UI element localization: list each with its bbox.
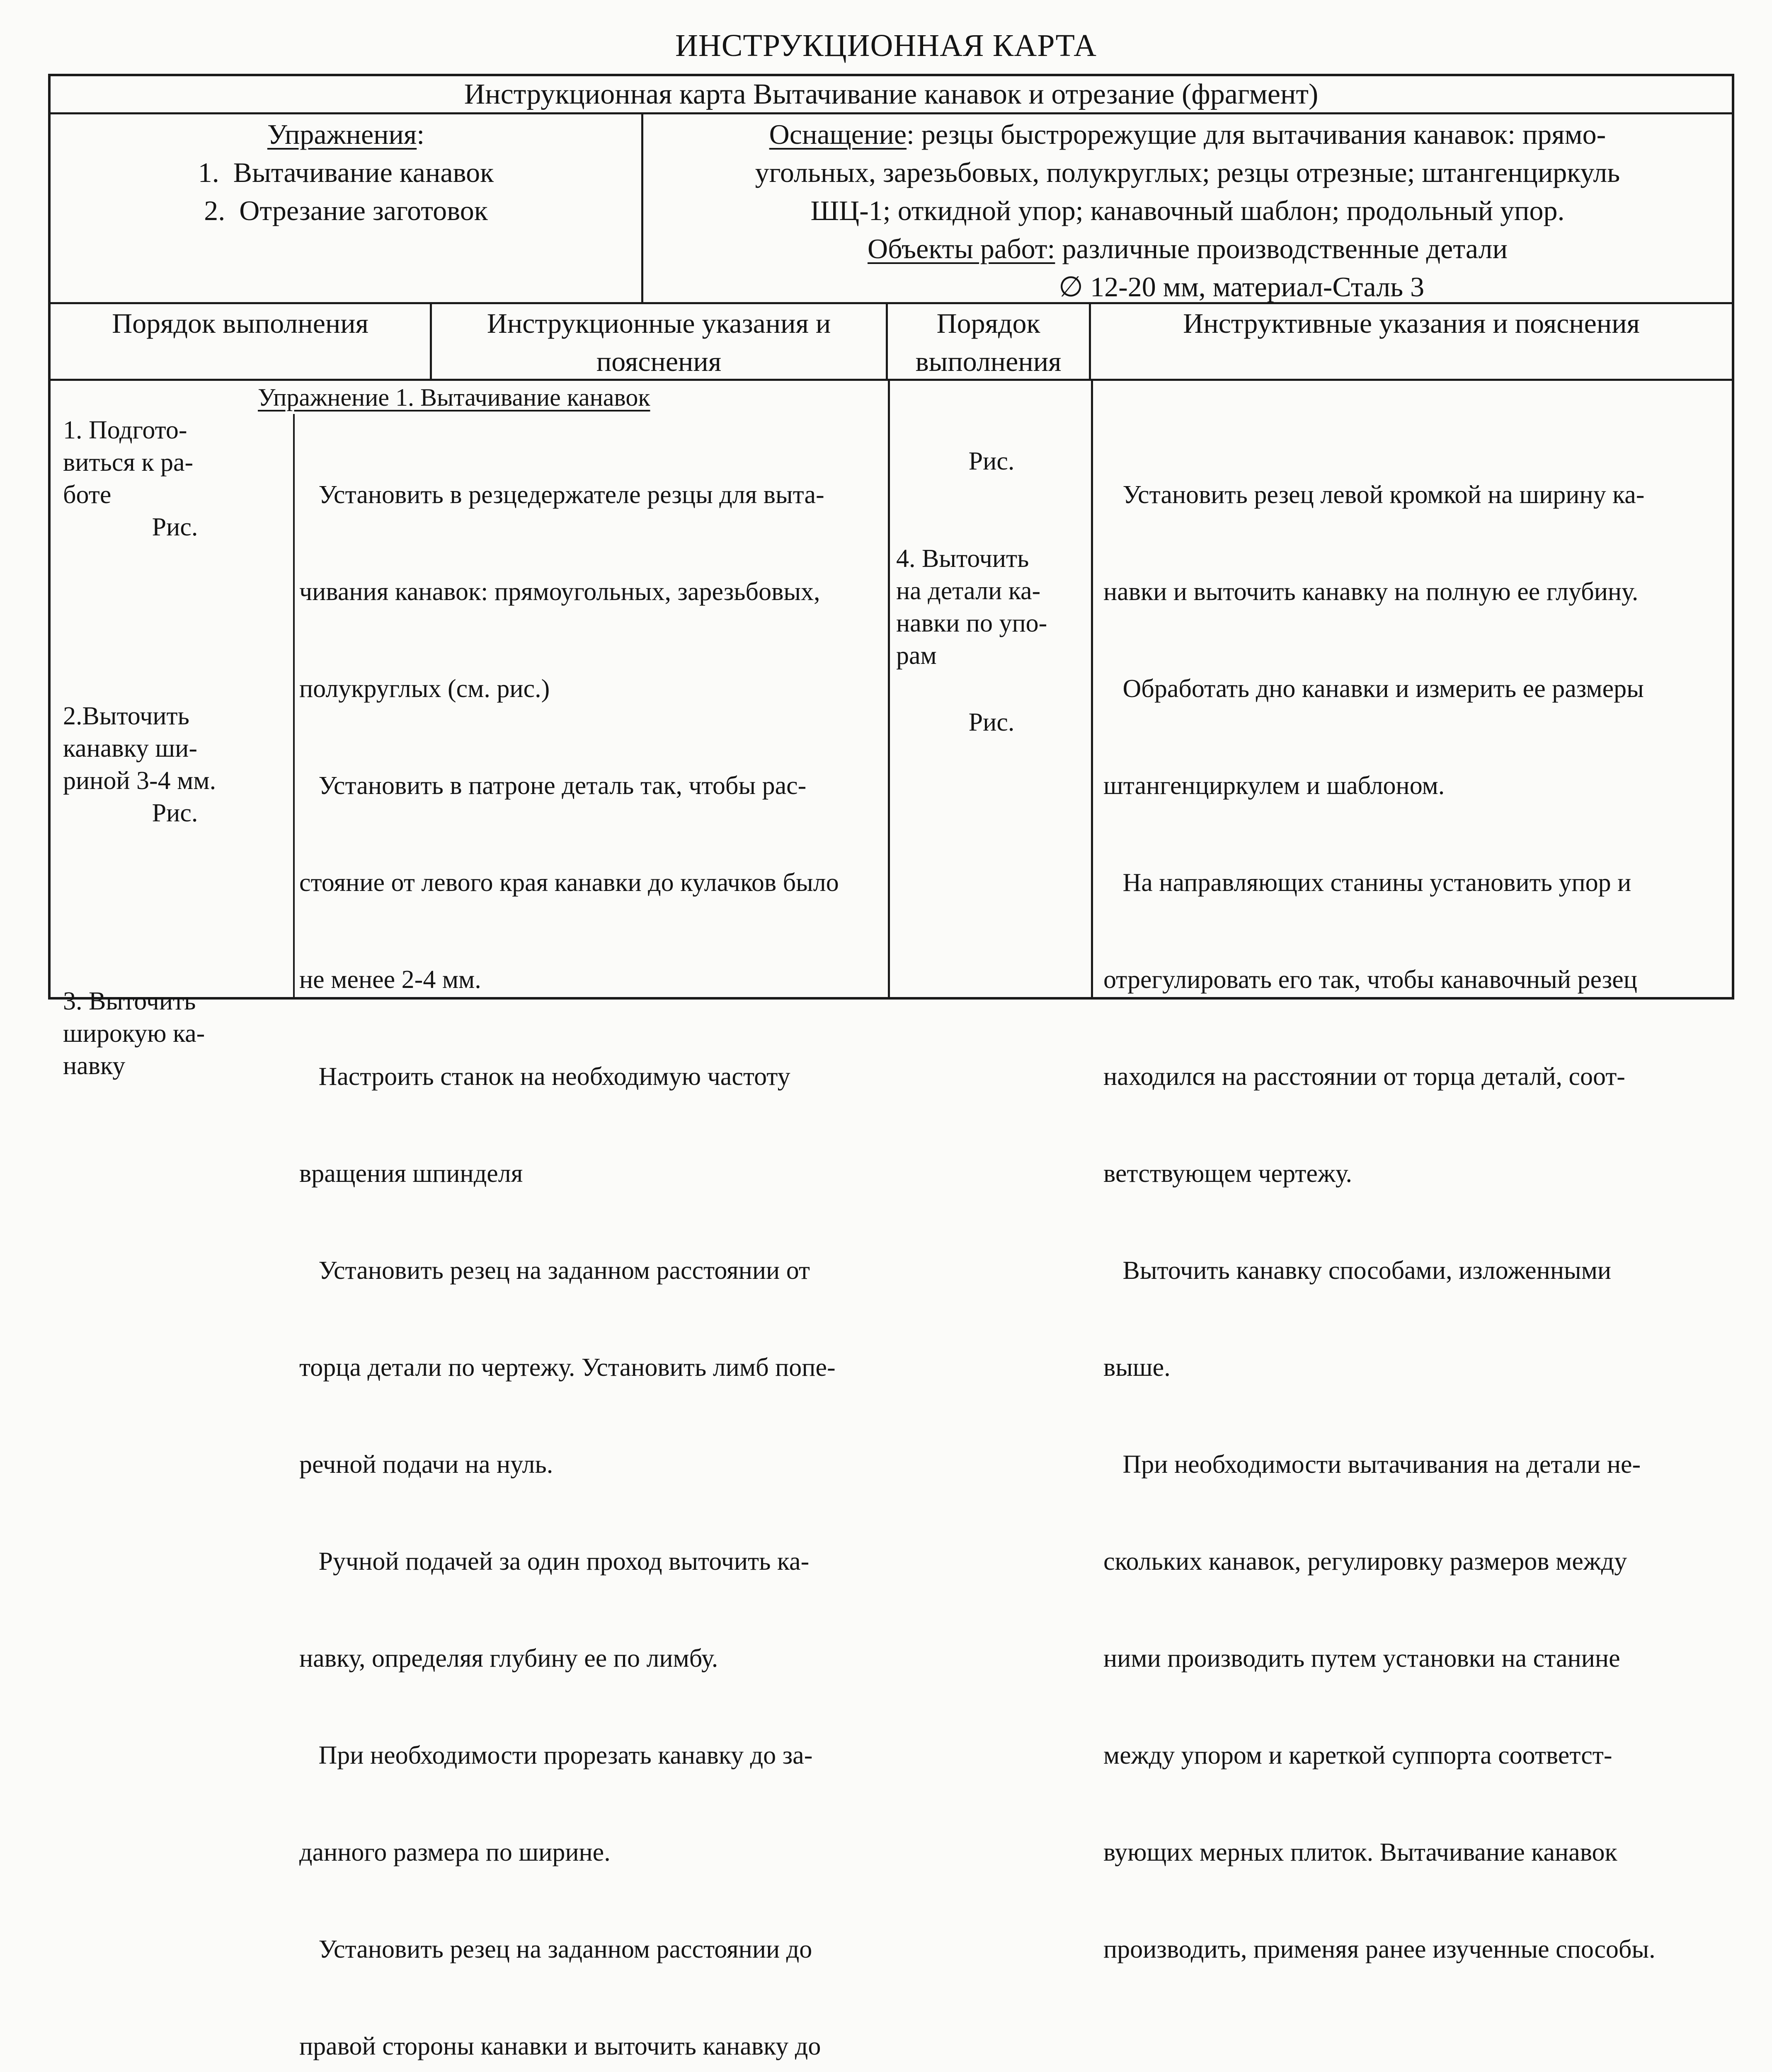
- instr-right-line: между упором и кареткой суппорта соответст-: [1103, 1741, 1612, 1769]
- step-right-figure-2: Рис.: [968, 708, 1015, 736]
- instr-left-line: При необходимости прорезать канавку до за-: [299, 1741, 813, 1769]
- exercises-list: [51, 153, 641, 230]
- card-top-row: [51, 114, 1732, 304]
- exercises-heading: [51, 115, 641, 153]
- step-4-line-2: на детали ка-: [896, 577, 1041, 605]
- objects-line-2: ∅ 12-20 мм, материал-Сталь 3: [1058, 271, 1425, 303]
- instr-left-line: Установить резец на заданном расстоянии до: [299, 1935, 812, 1963]
- instr-right-line: ними производить путем установки на станине: [1103, 1644, 1620, 1673]
- instr-right-line: Установить резец левой кромкой на ширину ка-: [1103, 481, 1645, 509]
- step-1-line-1: 1. Подгото-: [63, 416, 187, 444]
- header-instructions-right-text: Инструктивные указания и пояснения: [1183, 307, 1640, 339]
- instr-left-line: навку, определяя глубину ее по лимбу.: [299, 1644, 718, 1673]
- exercise-item-2: 2. Отрезание заготовок: [204, 195, 488, 226]
- equipment-text-1: : резцы быстрорежущие для вытачивания канавок: прямо-: [907, 119, 1606, 150]
- equipment-line-2: угольных, зарезьбовых, полукруглых; резцы отрезные; штангенциркуль: [755, 157, 1620, 188]
- instr-right-line: Обработать дно канавки и измерить ее размеры: [1103, 675, 1644, 703]
- step-2: [63, 700, 287, 829]
- instr-right-line: отрегулировать его так, чтобы канавочный резец: [1103, 966, 1637, 994]
- step-1-line-3: боте: [63, 481, 112, 509]
- header-order-left-text: Порядок выполнения: [112, 307, 368, 339]
- instr-left-line: речной подачи на нуль.: [299, 1450, 553, 1479]
- exercise-item-1: 1. Вытачивание канавок: [198, 157, 494, 188]
- instr-left-line: Установить в резцедержателе резцы для выта-: [299, 481, 824, 509]
- header-order-right-line1: Порядок: [936, 307, 1040, 339]
- equipment-cell: [643, 114, 1732, 302]
- step-3: [63, 985, 287, 1082]
- instr-right-line: ветствующем чертежу.: [1103, 1159, 1352, 1188]
- header-instructions-left: [432, 304, 888, 379]
- instr-left-line: Ручной подачей за один проход выточить ка-: [299, 1547, 810, 1576]
- exercises-cell: [51, 114, 643, 302]
- column-headers-row: [51, 304, 1732, 381]
- step-3-line-1: 3. Выточить: [63, 987, 196, 1015]
- step-4-line-1: 4. Выточить: [896, 545, 1029, 573]
- step-right-figure-1: Рис.: [968, 447, 1015, 475]
- instr-left-line: Установить резец на заданном расстоянии от: [299, 1256, 810, 1285]
- instr-left-line: вращения шпинделя: [299, 1159, 523, 1188]
- instr-left-line: стояние от левого края канавки до кулачков было: [299, 869, 839, 897]
- step-2-line-3: риной 3-4 мм.: [63, 767, 216, 795]
- body-divider-right: [1091, 381, 1093, 997]
- instr-left-line: чивания канавок: прямоугольных, зарезьбовых,: [299, 578, 820, 606]
- step-4-line-3: навки по упо-: [896, 609, 1047, 637]
- step-1-line-2: виться к ра-: [63, 448, 194, 477]
- instr-right-line: При необходимости вытачивания на детали не-: [1103, 1450, 1641, 1479]
- instr-right-line: находился на расстоянии от торца деталй, соот-: [1103, 1063, 1625, 1091]
- step-4-line-4: рам: [896, 641, 937, 670]
- header-instructions-right: [1091, 304, 1732, 379]
- header-order-right-line2: выполнения: [915, 346, 1062, 377]
- step-2-line-2: канавку ши-: [63, 734, 197, 762]
- instr-right-line: На направляющих станины установить упор и: [1103, 869, 1631, 897]
- instr-left-line: Настроить станок на необходимую частоту: [299, 1063, 790, 1091]
- header-instructions-left-line2: пояснения: [596, 346, 722, 377]
- step-3-line-2: широкую ка-: [63, 1019, 205, 1048]
- step-1-figure-ref: Рис.: [152, 513, 198, 541]
- instr-right-line: выше.: [1103, 1353, 1171, 1382]
- instr-left-line: Установить в патроне деталь так, чтобы рас-: [299, 772, 807, 800]
- instr-right-line: навки и выточить канавку на полную ее глубину.: [1103, 578, 1639, 606]
- equipment-line-3: ШЦ-1; откидной упор; канавочный шаблон; продольный упор.: [810, 195, 1565, 226]
- instr-left-line: полукруглых (см. рис.): [299, 675, 550, 703]
- header-instructions-left-line1: Инструкционные указания и: [487, 307, 831, 339]
- body-divider-left: [293, 414, 295, 997]
- header-order-left: [51, 304, 432, 379]
- card-caption: Инструкционная карта Вытачивание канавок и отрезание (фрагмент): [51, 76, 1732, 114]
- body-divider-middle: [888, 381, 890, 997]
- instr-right-line: производить, применяя ранее изученные способы.: [1103, 1935, 1656, 1963]
- instr-left-line: данного размера по ширине.: [299, 1838, 611, 1866]
- equipment-label: Оснащение: [769, 119, 907, 150]
- objects-label: Объекты работ:: [867, 233, 1055, 264]
- step-2-figure-ref: Рис.: [152, 799, 198, 827]
- instr-left-line: торца детали по чертежу. Установить лимб попе-: [299, 1353, 836, 1382]
- page-title: ИНСТРУКЦИОННАЯ КАРТА: [675, 28, 1097, 63]
- header-order-right: [888, 304, 1091, 379]
- instr-left-line: правой стороны канавки и выточить канавку до: [299, 2032, 821, 2060]
- instruction-card-table: [48, 74, 1734, 2060]
- step-1: [63, 414, 287, 543]
- step-2-line-1: 2.Выточить: [63, 702, 189, 730]
- instr-right-line: вующих мерных плиток. Вытачивание канавок: [1103, 1838, 1617, 1866]
- step-4: [896, 542, 1087, 672]
- instr-right-line: скольких канавок, регулировку размеров между: [1103, 1547, 1627, 1576]
- equipment-line-1: [668, 115, 1707, 153]
- card-body: [51, 381, 1732, 2060]
- instr-right-line: Выточить канавку способами, изложенными: [1103, 1256, 1612, 1285]
- instructions-right: [1103, 414, 1725, 2030]
- objects-text-1: различные производственные детали: [1055, 233, 1508, 264]
- exercises-heading-colon: :: [417, 119, 425, 150]
- step-3-line-3: навку: [63, 1052, 126, 1080]
- instr-right-line: штангенциркулем и шаблоном.: [1103, 772, 1445, 800]
- objects-line-1: [668, 230, 1707, 268]
- exercise-1-subtitle: Упражнение 1. Вытачивание канавок: [258, 384, 650, 411]
- exercises-heading-label: Упражнения: [267, 119, 417, 150]
- instr-left-line: не менее 2-4 мм.: [299, 966, 481, 994]
- instructions-left: [299, 414, 880, 2072]
